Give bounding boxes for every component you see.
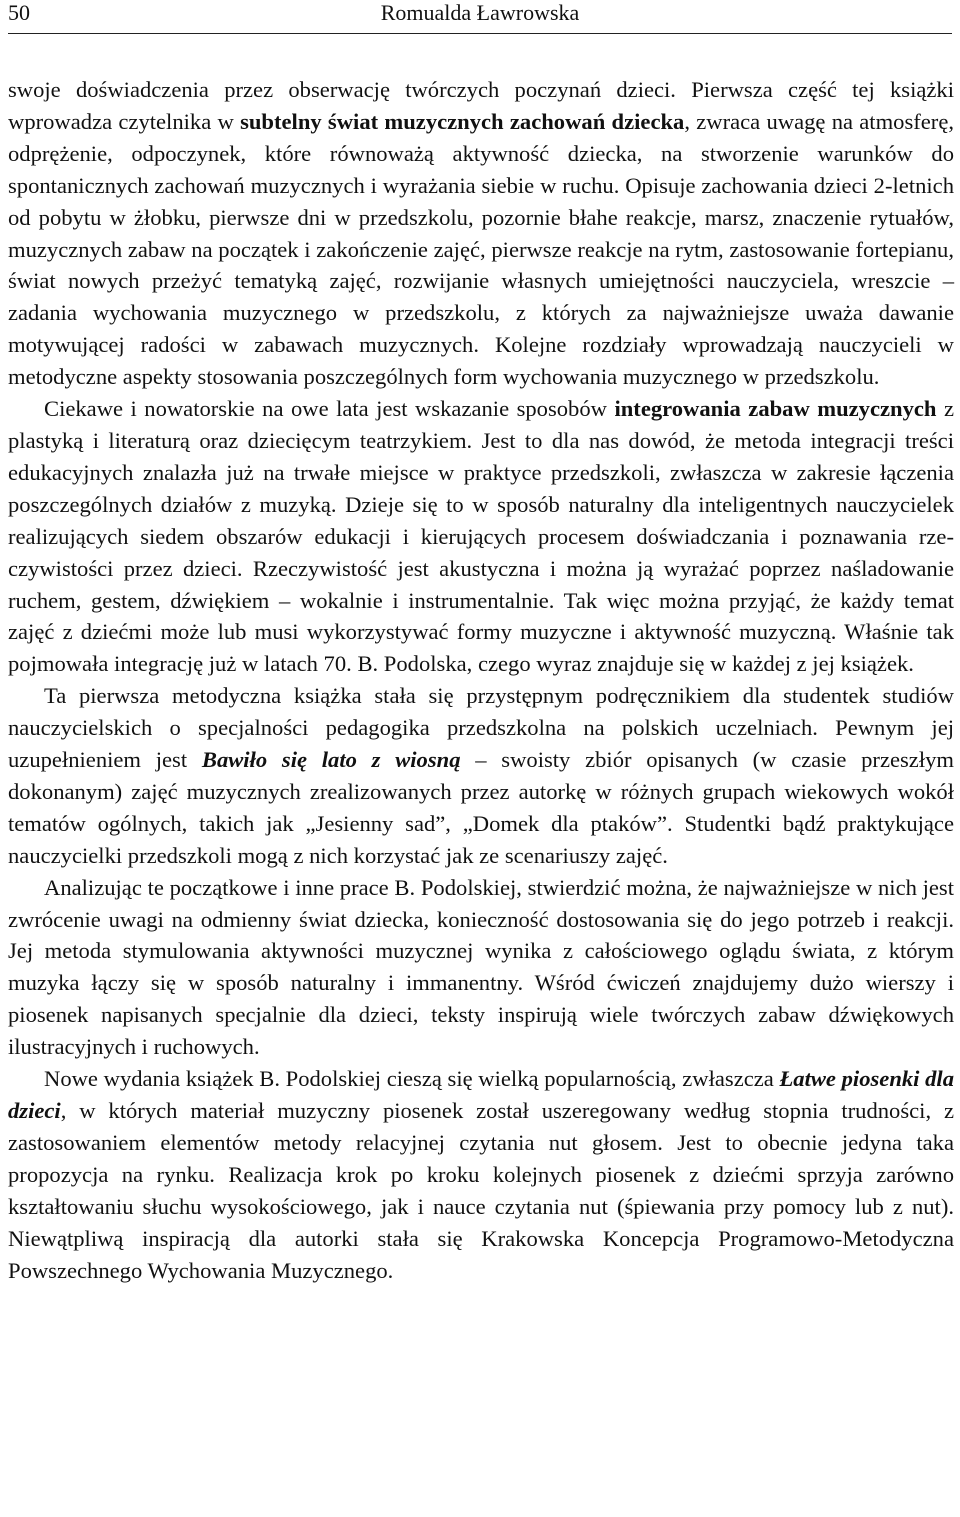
bold-phrase: integrowania zabaw muzycznych (614, 396, 937, 422)
book-title: Bawiło się lato z wiosną (201, 747, 461, 773)
book-title: Łatwe piosenki dla dzieci (8, 1066, 954, 1123)
running-header (8, 0, 952, 30)
text-run: swoje doświadczenia przez obserwację twórczych poczynań dzieci. Pierwsza część tej książki wprowadza czytelnika w (8, 77, 954, 134)
text-run: Ta pierwsza metodyczna książka stała się przystępnym podręcznikiem dla studentek studiów nauczycielskich o specjalności pedagogika przedszkolna na polskich uczelniach. Pewnym jej uzupełnieniem jest (8, 683, 954, 773)
paragraph (8, 872, 954, 1063)
text-run: , zwraca uwagę na atmosferę, odprężenie, odpoczynek, które równoważą aktywność dziecka, na stworzenie warunków do spontanicznych zachowań muzycznych i wyrażania siebie w ruchu. Opisuje zachowania dzieci 2-letnich od pobytu w żłobku, pierwsze dni w przedszkolu, pozornie błahe reakcje, marsz, znaczenie rytuałów, muzycznych zabaw na początek i zakończenie zajęć, pierwsze reakcje na rytm, zastosowanie fortepianu, świat nowych przeżyć tematyką zajęć, rozwijanie własnych umiejętności nauczyciela, wreszcie – zadania wychowania muzycznego w przedszkolu, z których za najważniejsze uważa dawanie motywującej radości w zabawach muzycznych. Kolejne rozdziały wprowadzają nauczycieli w metodyczne aspekty stosowania poszczególnych form wychowania muzycznego w przedszkolu. (8, 108, 954, 390)
paragraph (8, 680, 954, 871)
text-run: Nowe wydania książek B. Podolskiej cieszą się wielką popularnością, zwłaszcza (44, 1066, 780, 1092)
running-head-author: Romualda Ławrowska (380, 0, 580, 25)
header-rule (8, 33, 952, 34)
text-run: – swoisty zbiór opisanych (w czasie przeszłym dokonanym) zajęć muzycznych zrealizowanych przez autorkę w różnych grupach wiekowych wokół tematów ogólnych, takich jak „Jesienny sad”, „Domek dla ptaków”. Studentki bądź praktykujące nauczycielki przedszkoli mogą z nich korzystać jak ze scenariuszy zajęć. (8, 747, 954, 868)
paragraph (8, 74, 954, 393)
text-run: Ciekawe i nowatorskie na owe lata jest wskazanie sposobów (44, 396, 615, 422)
text-run: , w których materiał muzyczny piosenek został uszeregowany według stopnia trudności, z zastosowaniem elementów metody relacyjnej czytania nut głosem. Jest to obecnie jedyna taka propozycja na rynku. Realizacja krok po kroku kolejnych piosenek z dziećmi sprzyja zarówno kształtowaniu słuchu wysokościowego, jak i nauce czytania nut (śpiewania przy pomocy lub z nut). Niewątpliwą inspiracją dla autorki stała się Krakowska Koncepcja Programowo-Metodyczna Powszechnego Wychowania Muzycznego. (8, 1098, 954, 1283)
text-run: Analizując te początkowe i inne prace B. Podolskiej, stwierdzić można, że najważniejsze w nich jest zwrócenie uwagi na odmienny świat dziecka, konieczność dostosowania się do jego potrzeb i reakcji. Jej metoda stymulowania aktywności muzycznej wynika z całościowego oglądu świata, z którym muzyka łączy się w sposób naturalny i immanentny. Wśród ćwiczeń znajdujemy dużo wierszy i piosenek napisanych specjalnie dla dzieci, teksty inspirują wiele twórczych zabaw dźwiękowych ilustracyjnych i ruchowych. (8, 874, 954, 1060)
paragraph (8, 1063, 954, 1286)
text-run: z plastyką i literaturą oraz dziecięcym teatrzykiem. Jest to dla nas dowód, że metoda integracji treści edukacyjnych znalazła już na trwałe miejsce w praktyce przedszkoli, zwłaszcza w zakresie łączenia poszczególnych działów z muzyką. Dzieje się to w sposób naturalny dla inteligentnych nauczycielek realizujących siedem obszarów edukacji i kierujących procesem doświadczania i poznawania rzeczywistości przez dzieci. Rzeczywistość jest akustyczna i można ją wyrażać poprzez naśladowanie ruchem, gestem, dźwiękiem – wokalnie i instrumentalnie. Tak więc można przyjąć, że każdy temat zajęć z dziećmi może lub musi wykorzystywać formy muzyczne i aktywność muzyczną. Właśnie tak pojmowała integrację już w latach 70. B. Podolska, czego wyraz znajduje się w każdej z jej książek. (8, 396, 955, 677)
body-text (8, 74, 954, 1286)
bold-phrase: subtelny świat muzycznych zachowań dziecka (240, 108, 685, 134)
page-number: 50 (8, 0, 30, 25)
paragraph (8, 393, 954, 680)
